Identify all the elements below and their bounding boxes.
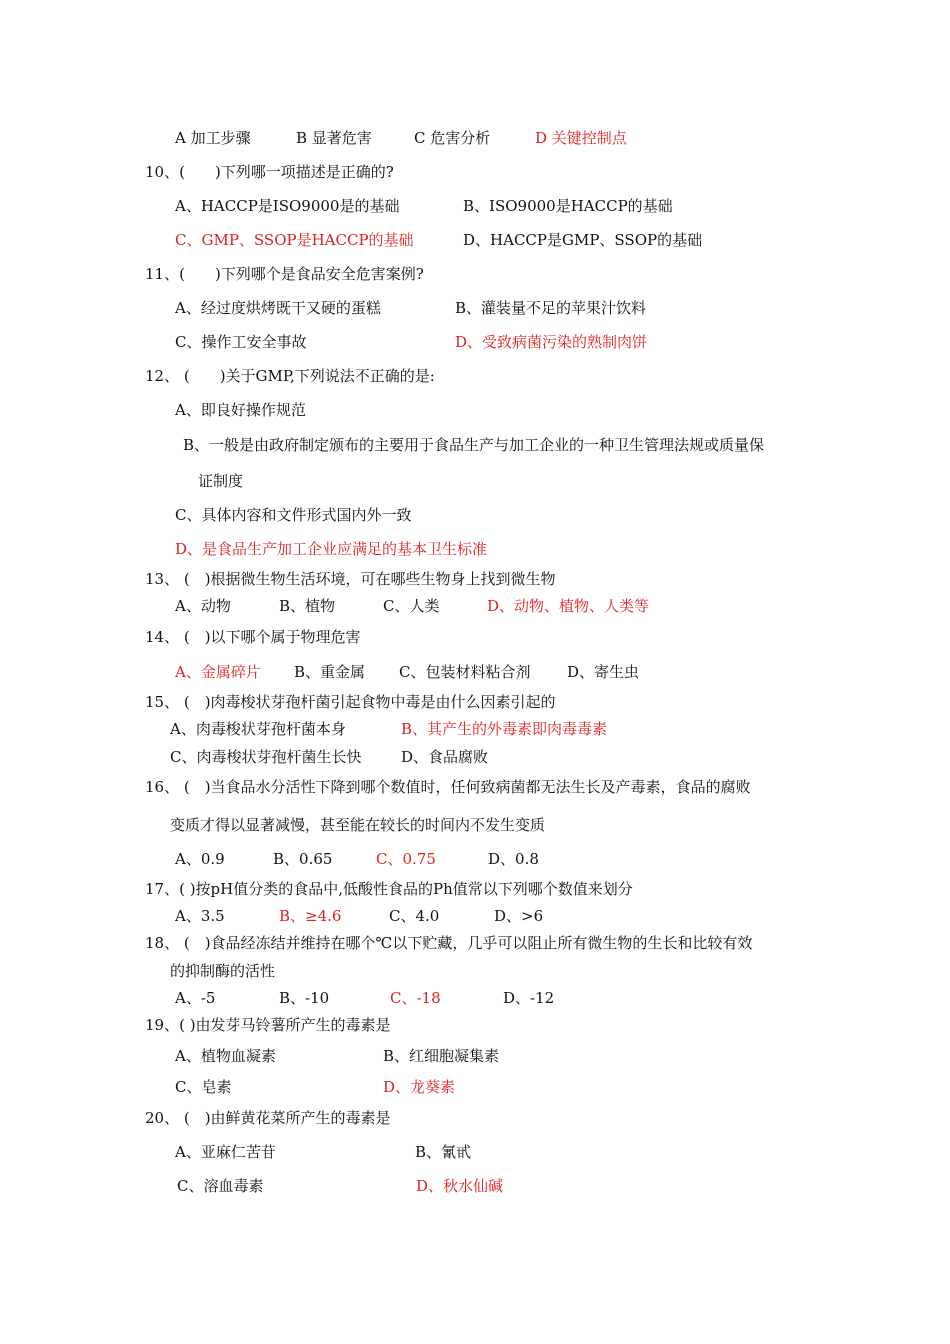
q17-option-d: D、>6: [494, 907, 544, 925]
q12-option-a: A、即良好操作规范: [175, 401, 306, 419]
q14-stem: 14、 ( )以下哪个属于物理危害: [145, 628, 361, 646]
q9-option-c: C 危害分析: [414, 129, 491, 147]
q13-option-a: A、动物: [175, 597, 231, 615]
q10-option-d: D、HACCP是GMP、SSOP的基础: [463, 231, 703, 249]
q9-option-a: A 加工步骤: [175, 129, 251, 147]
q18-stem-line2: 的抑制酶的活性: [170, 962, 276, 980]
q17-stem: 17、( )按pH值分类的食品中,低酸性食品的Ph值常以下列哪个数值来划分: [145, 880, 633, 898]
q15-option-b-answer: B、其产生的外毒素即肉毒毒素: [401, 720, 608, 738]
q11-option-c: C、操作工安全事故: [175, 333, 307, 351]
q12-stem: 12、 ( )关于GMP,下列说法不正确的是:: [145, 367, 435, 385]
q15-option-c: C、肉毒梭状芽孢杆菌生长快: [170, 748, 362, 766]
q15-stem: 15、 ( )肉毒梭状芽孢杆菌引起食物中毒是由什么因素引起的: [145, 693, 556, 711]
q13-stem: 13、 ( )根据微生物生活环境，可在哪些生物身上找到微生物: [145, 570, 556, 588]
q16-option-d: D、0.8: [488, 850, 539, 868]
q19-option-c: C、皂素: [175, 1078, 232, 1096]
q16-stem-line2: 变质才得以显著减慢，甚至能在较长的时间内不发生变质: [170, 816, 546, 834]
q10-stem: 10、( )下列哪一项描述是正确的?: [145, 163, 394, 181]
q11-option-b: B、灌装量不足的苹果汁饮料: [455, 299, 647, 317]
q14-option-d: D、寄生虫: [567, 663, 640, 681]
q19-stem: 19、( )由发芽马铃薯所产生的毒素是: [145, 1016, 391, 1034]
q13-option-d-answer: D、动物、植物、人类等: [487, 597, 650, 615]
q14-option-a-answer: A、金属碎片: [175, 663, 261, 681]
q12-option-d-answer: D、是食品生产加工企业应满足的基本卫生标准: [175, 540, 488, 558]
q16-option-c-answer: C、0.75: [376, 850, 436, 868]
q17-option-a: A、3.5: [175, 907, 225, 925]
q18-option-d: D、-12: [503, 989, 555, 1007]
q16-option-b: B、0.65: [273, 850, 333, 868]
q20-option-c: C、溶血毒素: [177, 1177, 264, 1195]
q15-option-d: D、食品腐败: [401, 748, 489, 766]
q10-option-b: B、ISO9000是HACCP的基础: [463, 197, 673, 215]
q18-option-b: B、-10: [279, 989, 330, 1007]
q17-option-b-answer: B、≥4.6: [279, 907, 342, 925]
q18-stem-line1: 18、 ( )食品经冻结并维持在哪个℃以下贮藏，几乎可以阻止所有微生物的生长和比较有效: [145, 934, 753, 952]
q9-option-d-answer: D 关键控制点: [535, 129, 627, 147]
q20-option-b: B、氰甙: [415, 1143, 472, 1161]
q18-option-c-answer: C、-18: [390, 989, 441, 1007]
q13-option-b: B、植物: [279, 597, 336, 615]
q12-option-c: C、具体内容和文件形式国内外一致: [175, 506, 412, 524]
q19-option-d-answer: D、龙葵素: [383, 1078, 456, 1096]
q20-stem: 20、 ( )由鲜黄花菜所产生的毒素是: [145, 1109, 391, 1127]
q17-option-c: C、4.0: [389, 907, 440, 925]
q10-option-c-answer: C、GMP、SSOP是HACCP的基础: [175, 231, 414, 249]
q10-option-a: A、HACCP是ISO9000是的基础: [175, 197, 400, 215]
q16-option-a: A、0.9: [175, 850, 225, 868]
q13-option-c: C、人类: [383, 597, 440, 615]
q9-option-b: B 显著危害: [296, 129, 372, 147]
q19-option-b: B、红细胞凝集素: [383, 1047, 500, 1065]
q18-option-a: A、-5: [175, 989, 216, 1007]
q15-option-a: A、肉毒梭状芽孢杆菌本身: [170, 720, 346, 738]
q11-option-d-answer: D、受致病菌污染的熟制肉饼: [455, 333, 648, 351]
q11-stem: 11、( )下列哪个是食品安全危害案例?: [145, 265, 424, 283]
q14-option-b: B、重金属: [294, 663, 366, 681]
q20-option-a: A、亚麻仁苦苷: [175, 1143, 276, 1161]
q12-option-b-line2: 证制度: [198, 472, 244, 490]
q14-option-c: C、包装材料粘合剂: [399, 663, 531, 681]
q11-option-a: A、经过度烘烤既干又硬的蛋糕: [175, 299, 381, 317]
q20-option-d-answer: D、秋水仙碱: [416, 1177, 504, 1195]
q19-option-a: A、植物血凝素: [175, 1047, 276, 1065]
q16-stem-line1: 16、 ( )当食品水分活性下降到哪个数值时，任何致病菌都无法生长及产毒素，食品的腐败: [145, 778, 751, 796]
q12-option-b-line1: B、一般是由政府制定颁布的主要用于食品生产与加工企业的一种卫生管理法规或质量保: [183, 436, 765, 454]
